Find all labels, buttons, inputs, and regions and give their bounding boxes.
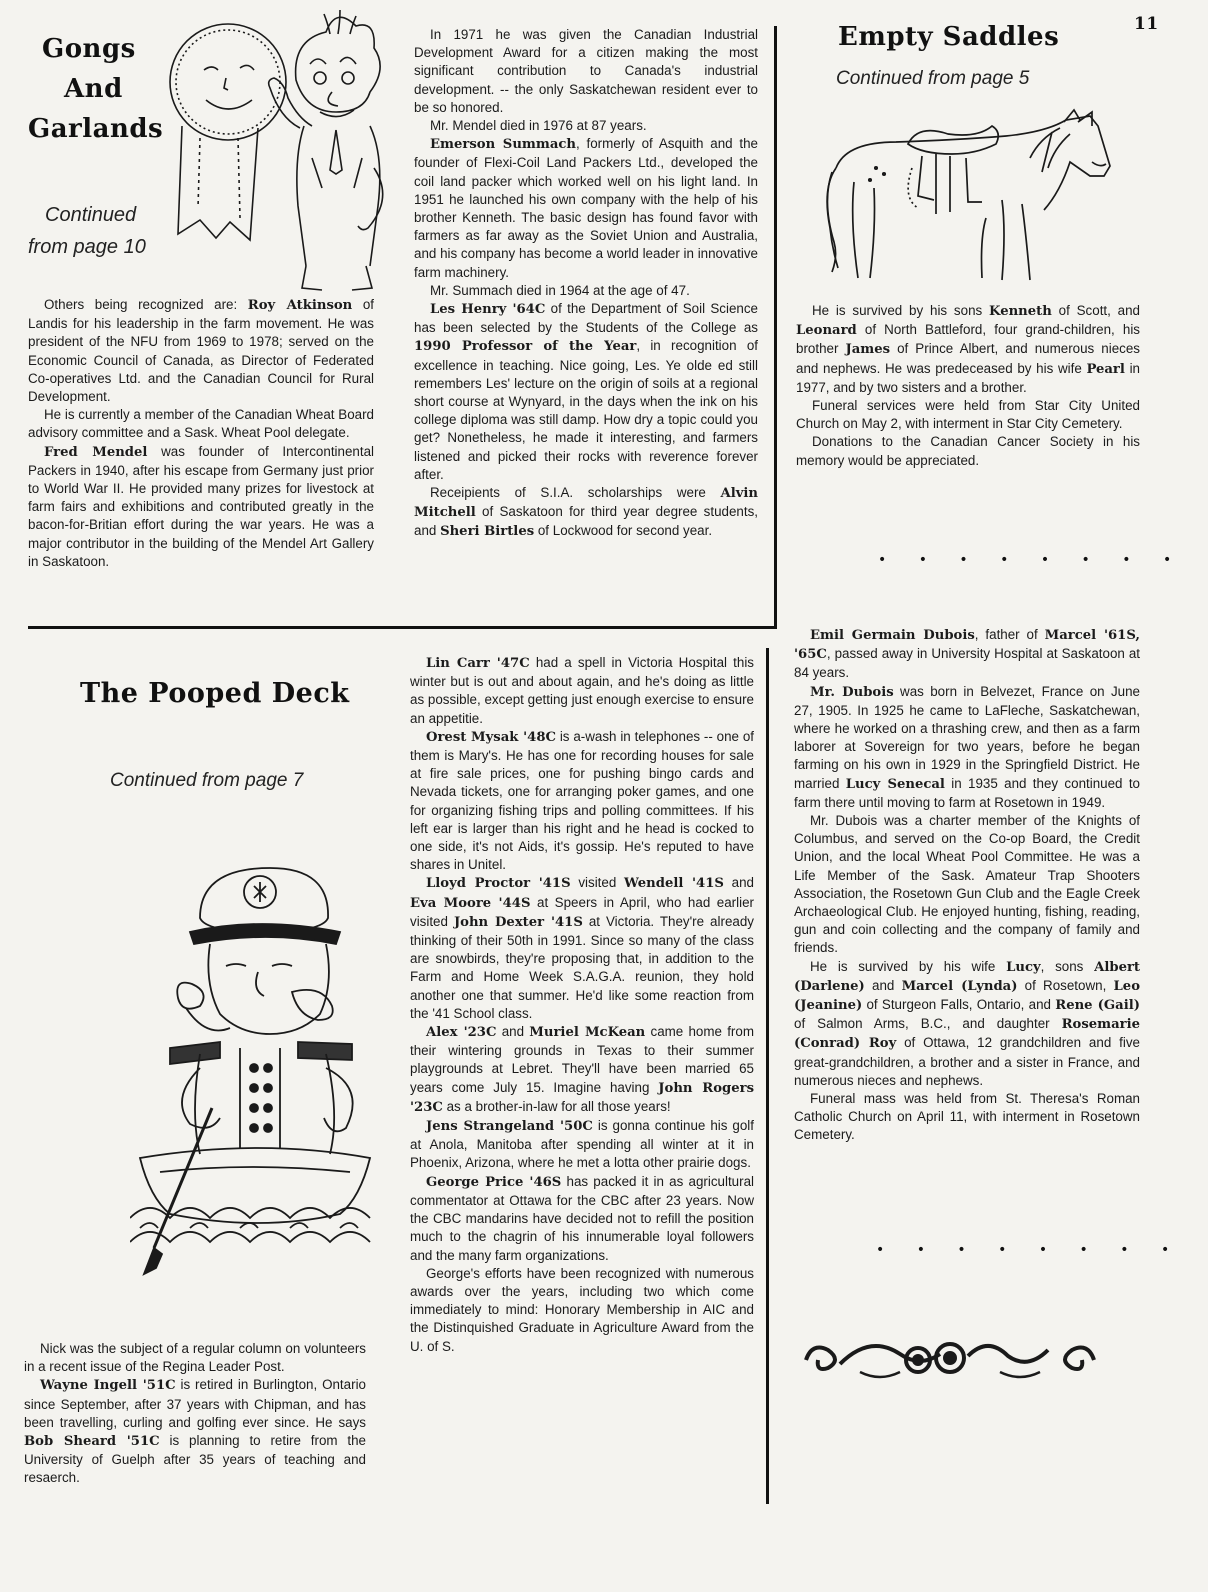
bold-name: Marcel '61S, '65C bbox=[794, 628, 1140, 663]
bold-name: Lin Carr '47C bbox=[426, 656, 530, 671]
horse-saddle-illustration bbox=[816, 108, 1116, 286]
bold-name: Les Henry '64C bbox=[430, 302, 546, 318]
bold-name: Alex '23C bbox=[426, 1025, 497, 1041]
paragraph: He is currently a member of the Canadian Wheat Board advisory committee and a Sask. Wheat Pool delegate. bbox=[28, 407, 374, 441]
paragraph: Alex '23C and Muriel McKean came home from their wintering grounds in Texas to their summer playgrounds at Lebret. They'll have been married 65 years come July 15. Imagine having John Rogers '23C as a brother-in-law for all those years! bbox=[410, 1024, 754, 1115]
bold-name: Emil Germain Dubois bbox=[810, 628, 975, 643]
paragraph: Lloyd Proctor '41S visited Wendell '41S and Eva Moore '44S at Speers in April, who had earlier visited John Dexter '41S at Victoria. They're already thinking of their 50th in 1991. Since so many of the class are snowbirds, they're proposing that, in addition to the Farm and Home Week S.A.G.A. reunion, they hold another one that summer. He'd like some reaction from the '41 School class. bbox=[410, 875, 754, 1021]
paragraph: Wayne Ingell '51C is retired in Burlington, Ontario since September, after 37 years with Chipman, and has been travelling, curling and golfing ever since. He says Bob Sheard '51C is planning to retire from the University of Guelph after 35 years of teaching and resaerch. bbox=[24, 1377, 367, 1486]
paragraph: He is survived by his wife Lucy, sons Albert (Darlene) and Marcel (Lynda) of Rosetown, Leo (Jeanine) of Sturgeon Falls, Ontario, and Rene (Gail) of Salmon Arms, B.C., and daughter Rosemarie (Conrad) Roy of Ottawa, 12 grandchildren and five great-grandchildren, a brother and a sister in France, and numerous nieces and nephews. bbox=[794, 958, 1141, 1088]
paragraph: Jens Strangeland '50C is gonna continue his golf at Anola, Manitoba after spending all winter at it in Phoenix, Arizona, where he met a lotta other prairie dogs. bbox=[410, 1118, 754, 1171]
bold-name: Rene (Gail) bbox=[1055, 998, 1140, 1014]
paragraph: Orest Mysak '48C is a-wash in telephones -- one of them is Mary's. He has one for recording houses for sale at fire sale prices, one for pushing bingo cards and Nevada tickets, one for arranging poker games, and one for organizing fishing trips and polling committees. If his left ear is larger than his right and he head is cocked to one side, it's not Aids, it's gossip. He's reputed to have shares in Unitel. bbox=[410, 728, 754, 873]
bold-name: Fred Mendel bbox=[44, 444, 148, 460]
bold-name: Lucy bbox=[1006, 959, 1041, 975]
bold-name: Roy Atkinson bbox=[247, 298, 353, 313]
bold-name: Orest Mysak '48C bbox=[426, 729, 556, 745]
paragraph: He is survived by his sons Kenneth of Scott, and Leonard of North Battleford, four grand-children, his brother James of Prince Albert, and numerous nieces and nephews. He was predeceased by his wife Pearl in 1977, and by two sisters and a brother. bbox=[796, 303, 1140, 395]
column-divider-bottom bbox=[766, 648, 769, 1504]
dubois-obituary-text bbox=[794, 626, 1140, 1145]
bold-name: Eva Moore '44S bbox=[410, 895, 531, 911]
bold-name: Wendell '41S bbox=[624, 876, 724, 892]
gong-cartoon-illustration bbox=[160, 8, 400, 294]
bold-name: John Dexter '41S bbox=[453, 914, 583, 930]
bold-name: Lloyd Proctor '41S bbox=[426, 876, 571, 892]
sailor-rowboat-illustration bbox=[130, 858, 380, 1278]
paragraph: Emil Germain Dubois, father of Marcel '61S, '65C, passed away in University Hospital at Saskatoon at 84 years. bbox=[794, 627, 1140, 681]
ornament-flourish bbox=[800, 1326, 1100, 1386]
pooped-title: The Pooped Deck bbox=[80, 678, 350, 709]
paragraph: Mr. Dubois was a charter member of the Knights of Columbus, and served on the Co-op Board, the Credit Union, and the local Wheat Pool Committee. He was a Life Member of the Sask. Amateur Trap Shooters Association, the Rosetown Gun Club and the Eagle Creek Archaeological Club. He enjoyed hunting, fishing, reading, gun and coin collecting and the company of family and friends. bbox=[794, 813, 1140, 956]
column-divider-top bbox=[774, 26, 777, 628]
bold-name: Kenneth bbox=[989, 304, 1052, 319]
pooped-col1-text bbox=[24, 1340, 366, 1488]
gongs-col1-text bbox=[28, 296, 374, 571]
bold-name: Rosemarie (Conrad) Roy bbox=[794, 1017, 1140, 1052]
paragraph: Nick was the subject of a regular column on volunteers in a recent issue of the Regina Leader Post. bbox=[24, 1341, 366, 1375]
separator-stars-1: • • • • • • • • bbox=[878, 552, 1186, 568]
bold-name: Jens Strangeland '50C bbox=[426, 1119, 593, 1135]
paragraph: Funeral services were held from Star City United Church on May 2, with interment in Star City Cemetery. bbox=[796, 398, 1140, 432]
paragraph: Receipients of S.I.A. scholarships were Alvin Mitchell of Saskatoon for third year degree students, and Sheri Birtles of Lockwood for second year. bbox=[414, 485, 758, 540]
pooped-continued: Continued from page 7 bbox=[110, 770, 304, 791]
paragraph: Mr. Mendel died in 1976 at 87 years. bbox=[430, 118, 647, 134]
gongs-continued-line1: Continued bbox=[45, 204, 137, 226]
paragraph: Others being recognized are: Roy Atkinson of Landis for his leadership in the farm movement. He was president of the NFU from 1969 to 1978; served on the Economic Council of Canada, as Director of Federated Co-operatives Ltd. and the Canadian Council for Rural Development. bbox=[28, 297, 374, 405]
paragraph: Donations to the Canadian Cancer Society in his memory would be appreciated. bbox=[796, 434, 1140, 468]
paragraph: In 1971 he was given the Canadian Industrial Development Award for a citizen making the most significant contribution to Canada's industrial development. -- the only Saskatchewan resident ever to be so honored. bbox=[414, 27, 758, 115]
pooped-col2-text bbox=[410, 654, 754, 1356]
paragraph: Mr. Summach died in 1964 at the age of 47. bbox=[430, 282, 690, 298]
bold-name: Muriel McKean bbox=[529, 1025, 646, 1041]
bold-name: John Rogers '23C bbox=[410, 1080, 754, 1115]
paragraph: George Price '46S has packed it in as agricultural commentator at Ottawa for the CBC after 23 years. Now the CBC mandarins have decided not to refill the position much to the chagrin of his innumerable loyal followers and the many farm organizations. bbox=[410, 1173, 754, 1263]
bold-name: Leo (Jeanine) bbox=[794, 978, 1140, 1014]
bold-name: Pearl bbox=[1086, 361, 1125, 377]
bold-name: Leonard bbox=[796, 323, 857, 339]
paragraph: Les Henry '64C of the Department of Soil Science has been selected by the Students of the College as 1990 Professor of the Year, in recognition of excellence in teaching. Nice going, Les. Ye olde ed still remembers Les' lecture on the origin of soils at a regional short course at Wynyard, in the days when the ink on his college diploma was still damp. How dry a topic could you get? Nonetheless, he made it interesting, and farmers listened and picked their rocks with reverence forever after. bbox=[414, 301, 758, 482]
bold-name: Marcel (Lynda) bbox=[901, 978, 1018, 994]
paragraph: Fred Mendel was founder of Intercontinental Packers in 1940, after his escape from Germany just prior to World War II. He provided many prizes for livestock at farm fairs and exhibitions and contributed greatly in the bacon-for-Britian effort during the war years. He was a major contributor in the building of the Mendel Art Gallery in Saskatoon. bbox=[28, 443, 375, 569]
paragraph: George's efforts have been recognized with numerous awards over the years, including two which come immediately to mind: Honorary Membership in AIC and the Distinquished Graduate in Agriculture Award from the U. of S. bbox=[410, 1265, 754, 1354]
paragraph: Mr. Dubois was born in Belvezet, France on June 27, 1905. In 1925 he came to LaFleche, Saskatchewan, where he worked on a thrashing crew, and then as a farm laborer at Sovereign for two years, before he began farming on his own in 1929 in the Springfield District. He married Lucy Senecal in 1935 and they continued to farm there until moving to farm at Rosetown in 1949. bbox=[794, 683, 1141, 810]
paragraph: Funeral mass was held from St. Theresa's Roman Catholic Church on April 11, with interment in Rosetown Cemetery. bbox=[794, 1091, 1140, 1143]
gongs-continued-line2: from page 10 bbox=[28, 236, 146, 258]
paragraph: Lin Carr '47C had a spell in Victoria Hospital this winter but is out and about again, and he's doing as little as possible, except getting just enough exercise to ensure an appetitie. bbox=[410, 655, 755, 726]
section-divider-horizontal bbox=[28, 626, 777, 629]
bold-name: Emerson Summach bbox=[430, 137, 576, 153]
bold-name: Wayne Ingell '51C bbox=[40, 1378, 176, 1394]
page-number: 11 bbox=[1134, 14, 1159, 34]
bold-name: James bbox=[845, 342, 891, 358]
bold-name: Bob Sheard '51C bbox=[24, 1434, 160, 1450]
gongs-title-line2: And bbox=[64, 74, 123, 104]
bold-name: 1990 Professor of the Year bbox=[414, 339, 637, 355]
saddles-title: Empty Saddles bbox=[838, 22, 1060, 52]
bold-name: Alvin Mitchell bbox=[414, 486, 758, 521]
bold-name: Albert (Darlene) bbox=[794, 959, 1141, 994]
separator-stars-2: • • • • • • • • bbox=[876, 1242, 1184, 1258]
gongs-title-line1: Gongs bbox=[42, 34, 136, 64]
saddles-text bbox=[796, 302, 1140, 470]
bold-name: Lucy Senecal bbox=[845, 776, 945, 792]
bold-name: Mr. Dubois bbox=[810, 684, 894, 700]
bold-name: Sheri Birtles bbox=[440, 524, 535, 540]
gongs-col2-text bbox=[414, 26, 758, 542]
gongs-title-line3: Garlands bbox=[28, 114, 164, 144]
bold-name: George Price '46S bbox=[426, 1174, 562, 1190]
paragraph: Emerson Summach, formerly of Asquith and the founder of Flexi-Coil Land Packers Ltd., developed the coil land packer which worked well on his light land. In 1951 he launched his own company with the help of his brother Kenneth. The basic design has found favor with farmers as far away as the Soviet Union and Australia, and his company has become a world leader in innovative farm machinery. bbox=[414, 136, 758, 280]
saddles-continued: Continued from page 5 bbox=[836, 68, 1030, 89]
